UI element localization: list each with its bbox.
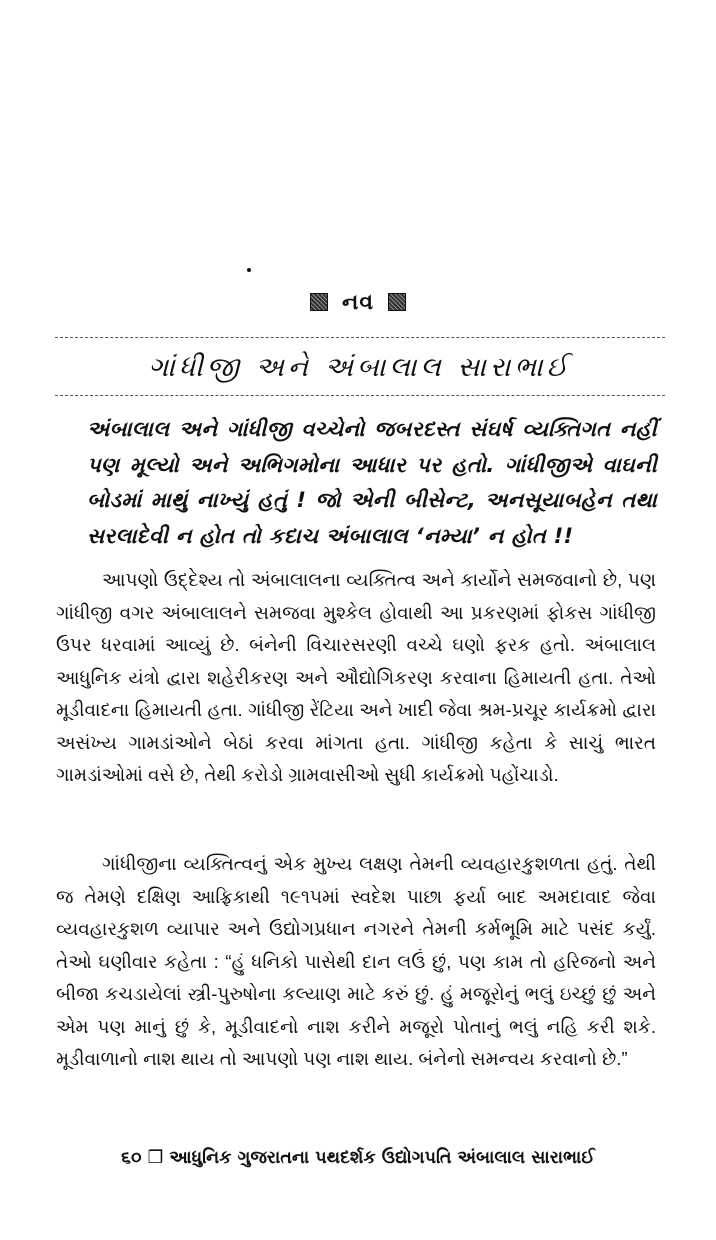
body-paragraph-1: આપણો ઉદ્દેશ્ય તો અંબાલાલના વ્યક્તિત્વ અને કાર્યોને સમજવાનો છે, પણ ગાંધીજી વગર અંબાલાલને સમજવા મુશ્કેલ હોવાથી આ પ્રકરણમાં ફોકસ ગાંધીજી ઉપર ધરવામાં આવ્યું છે. બંનેની વિચારસરણી વચ્ચે ઘણો ફરક હતો. અંબાલાલ આધુનિક યંત્રો દ્વારા શહેરીકરણ અને ઔદ્યોગિકરણ કરવાના હિમાયતી હતા. તેઓ મૂડીવાદના હિમાયતી હતા. ગાંધીજી રેંટિયા અને ખાદી જેવા શ્રમ-પ્રચૂર કાર્યક્રમો દ્વારા અસંખ્ય ગામડાંઓને બેઠાં કરવા માંગતા હતા. ગાંધીજી કહેતા કે સાચું ભારત ગામડાંઓમાં વસે છે, તેથી કરોડો ગ્રામવાસીઓ સુધી કાર્યક્રમો પહોંચાડો. (56, 569, 656, 785)
page-number: ૬૦ (121, 1148, 142, 1168)
body-paragraph-2: ગાંધીજીના વ્યક્તિત્વનું એક મુખ્ય લક્ષણ તેમની વ્યવહારકુશળતા હતું. તેથી જ તેમણે દક્ષિણ આફ્રિકાથી ૧૯૧૫માં સ્વદેશ પાછા ફર્યા બાદ અમદાવાદ જેવા વ્યવહારકુશળ વ્યાપાર અને ઉદ્યોગપ્રધાન નગરને તેમની કર્મભૂમિ માટે પસંદ કર્યું. તેઓ ઘણીવાર કહેતા : “હું ધનિકો પાસેથી દાન લઉં છું, પણ કામ તો હરિજનો અને બીજા કચડાયેલાં સ્ત્રી-પુરુષોના કલ્યાણ માટે કરું છું. હું મજૂરોનું ભલું ઇચ્છું છું અને એમ પણ માનું છું કે, મૂડીવાદનો નાશ કરીને મજૂરો પોતાનું ભલું નહિ કરી શકે. મૂડીવાળાનો નાશ થાય તો આપણો પણ નાશ થાય. બંનેનો સમન્વય કરવાનો છે.” (56, 853, 656, 1069)
footer-separator-icon: ❒ (147, 1148, 164, 1168)
title-rule-top (55, 337, 665, 338)
chapter-number: નવ (341, 289, 375, 315)
ornament-square-right (388, 293, 406, 311)
ornament-square-left (310, 293, 328, 311)
chapter-title: ગાંધીજી અને અંબાલાલ સારાભાઈ (148, 352, 572, 383)
page-footer (0, 1143, 716, 1173)
ink-dot (247, 268, 251, 272)
running-title: આધુનિક ગુજરાતના પથદર્શક ઉદ્યોગપતિ અંબાલાલ સારાભાઈ (169, 1148, 595, 1168)
chapter-intro: અંબાલાલ અને ગાંધીજી વચ્ચેનો જબરદસ્ત સંઘર્ષ વ્યક્તિગત નહીં પણ મૂલ્યો અને અભિગમોના આધાર પર હતો. ગાંધીજીએ વાઘની બોડમાં માથું નાખ્યું હતું ! જો એની બીસેન્ટ, અનસૂયાબહેન તથા સરલાદેવી ન હોત તો કદાચ અંબાલાલ ‘નમ્યા’ ન હોત !! (87, 417, 657, 548)
title-rule-bottom (55, 395, 665, 396)
chapter-heading (0, 285, 716, 319)
